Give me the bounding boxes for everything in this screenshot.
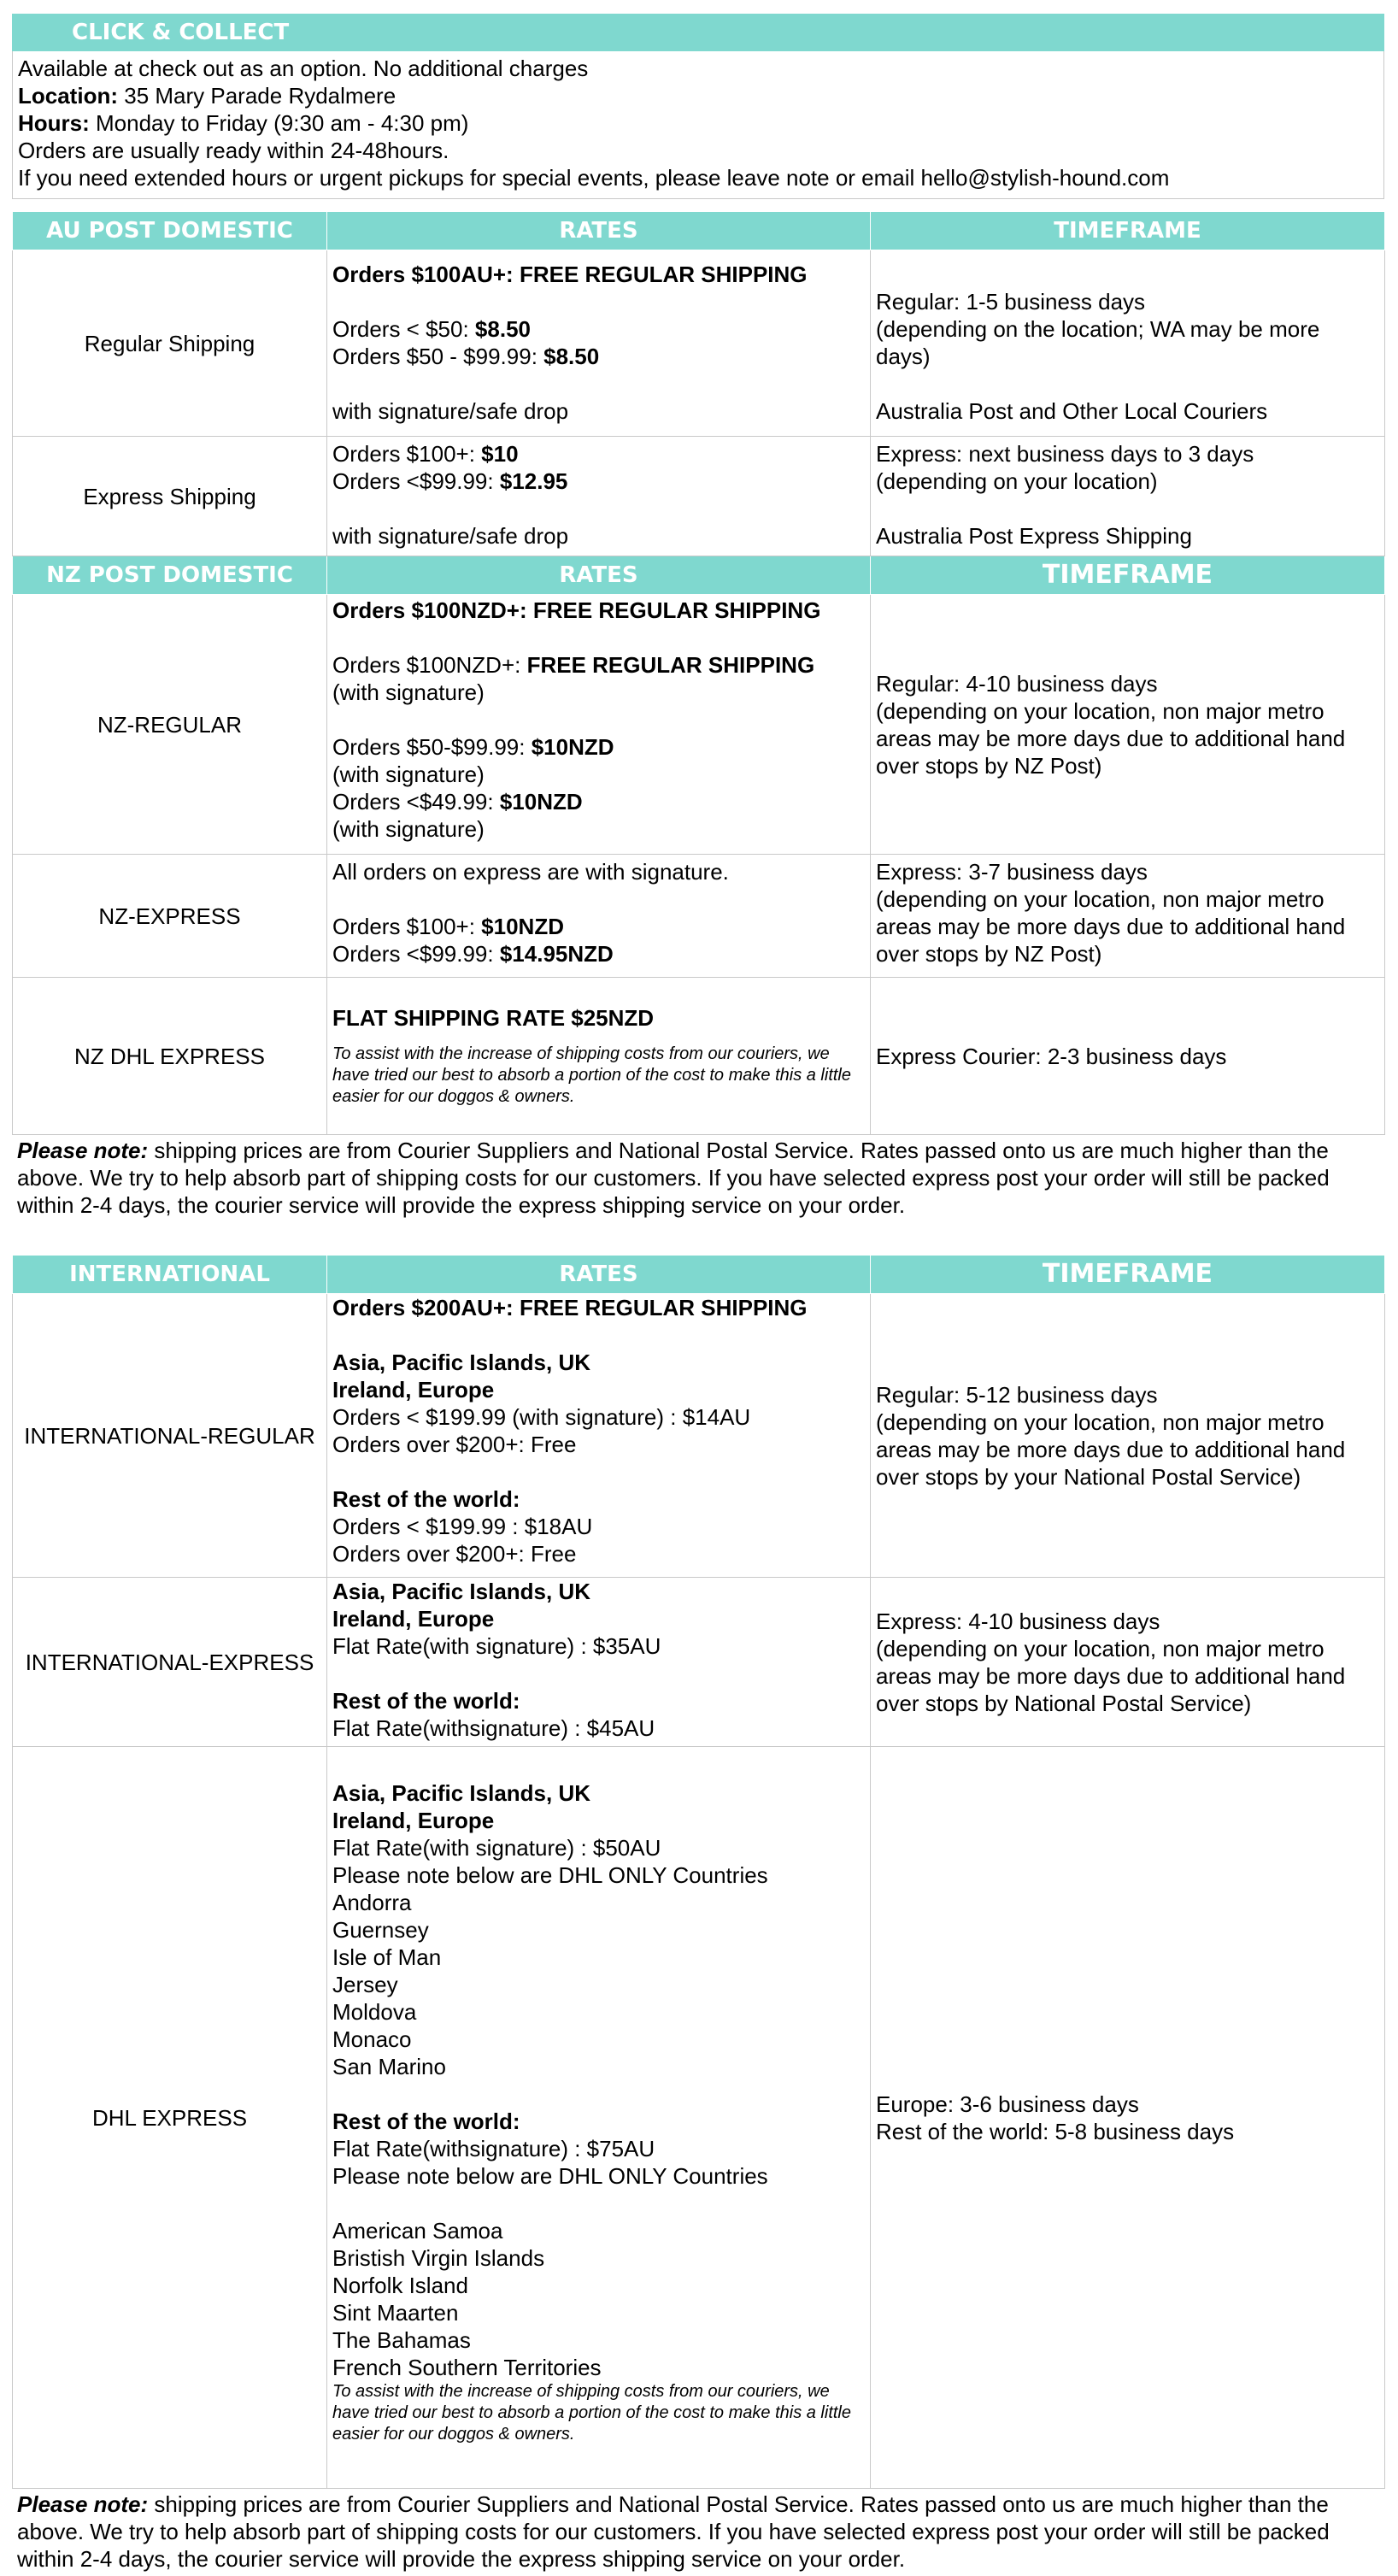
table-row bbox=[13, 855, 1385, 978]
cc-location: Location: 35 Mary Parade Rydalmere bbox=[18, 83, 396, 109]
cc-line: If you need extended hours or urgent pickups for special events, please leave note or email hello@stylish-hound.com bbox=[18, 165, 1170, 191]
cc-line: Orders are usually ready within 24-48hours. bbox=[18, 138, 449, 163]
dhl-country: Andorra bbox=[332, 1890, 412, 1915]
table-row bbox=[13, 250, 1385, 437]
row-timeframe: Express: 4-10 business days (depending on your location, non major metro areas may be more days due to additional hand over stops by National Postal Service) bbox=[871, 1578, 1385, 1747]
au-header-timeframe: TIMEFRAME bbox=[871, 212, 1385, 250]
dhl-country: Guernsey bbox=[332, 1917, 429, 1943]
table-row bbox=[13, 437, 1385, 556]
domestic-table bbox=[12, 211, 1385, 1135]
row-name: Regular Shipping bbox=[13, 250, 327, 437]
au-header-rates: RATES bbox=[327, 212, 871, 250]
row-timeframe: Express Courier: 2-3 business days bbox=[871, 978, 1385, 1135]
table-row bbox=[13, 1294, 1385, 1578]
row-name: NZ-REGULAR bbox=[13, 595, 327, 855]
row-timeframe: Express: 3-7 business days (depending on your location, non major metro areas may be more days due to additional hand over stops by NZ Post) bbox=[871, 855, 1385, 978]
au-header-row bbox=[13, 212, 1385, 250]
row-rates: Orders $200AU+: FREE REGULAR SHIPPING Asia, Pacific Islands, UK Ireland, Europe Orders < $199.99 (with signature) : $14AU Orders over $200+: Free Rest of the world: Orders < $199.99 : $18AU Orders over $200+: Free bbox=[327, 1294, 871, 1578]
row-rates: Asia, Pacific Islands, UK Ireland, Europe Flat Rate(with signature) : $50AU Please note below are DHL ONLY Countries Andorra Guernsey Isle of Man Jersey Moldova Monaco San Marino Rest of the world: Flat Rate(withsignature) : $75AU Please note below are DHL ONLY Countries American Samoa Bristish Virgin Islands Norfolk Island Sint Maarten The Bahamas French Southern Territories To assist with the increase of shipping costs from our couriers, we have tried our best to absorb a portion of the cost to make this a little easier for our doggos & owners. bbox=[327, 1747, 871, 2489]
row-rates: Orders $100NZD+: FREE REGULAR SHIPPING Orders $100NZD+: FREE REGULAR SHIPPING (with signature) Orders $50-$99.99: $10NZD (with signature) Orders <$49.99: $10NZD (with signature) bbox=[327, 595, 871, 855]
intl-header-name: INTERNATIONAL bbox=[13, 1256, 327, 1294]
row-name: INTERNATIONAL-REGULAR bbox=[13, 1294, 327, 1578]
shipping-note: Please note: shipping prices are from Courier Suppliers and National Postal Service. Rates passed onto us are much higher than the above. We try to help absorb part of shipping costs for our customers. If you have selected express post your order will still be packed within 2-4 days, the courier service will provide the express shipping service on your order. bbox=[17, 1138, 1330, 1218]
row-timeframe: Regular: 5-12 business days (depending on your location, non major metro areas may be more days due to additional hand over stops by your National Postal Service) bbox=[871, 1294, 1385, 1578]
nz-header-row bbox=[13, 556, 1385, 595]
dhl-country: The Bahamas bbox=[332, 2327, 471, 2353]
dhl-country: Jersey bbox=[332, 1972, 398, 1997]
row-timeframe: Express: next business days to 3 days (depending on your location) Australia Post Express Shipping bbox=[871, 437, 1385, 556]
table-row bbox=[13, 1747, 1385, 2489]
table-row bbox=[13, 978, 1385, 1135]
dhl-country: Sint Maarten bbox=[332, 2300, 459, 2326]
dhl-country: Bristish Virgin Islands bbox=[332, 2245, 545, 2271]
table-row bbox=[13, 595, 1385, 855]
nz-header-name: NZ POST DOMESTIC bbox=[13, 556, 327, 595]
dhl-country: French Southern Territories bbox=[332, 2355, 602, 2380]
row-name: NZ-EXPRESS bbox=[13, 855, 327, 978]
intl-header-rates: RATES bbox=[327, 1256, 871, 1294]
row-timeframe: Regular: 1-5 business days (depending on the location; WA may be more days) Australia Post and Other Local Couriers bbox=[871, 250, 1385, 437]
row-name: Express Shipping bbox=[13, 437, 327, 556]
click-collect-body bbox=[12, 51, 1384, 199]
row-rates: Asia, Pacific Islands, UK Ireland, Europe Flat Rate(with signature) : $35AU Rest of the world: Flat Rate(withsignature) : $45AU bbox=[327, 1578, 871, 1747]
dhl-country: San Marino bbox=[332, 2054, 446, 2079]
table-row bbox=[13, 1578, 1385, 1747]
row-rates: Orders $100+: $10 Orders <$99.99: $12.95 with signature/safe drop bbox=[327, 437, 871, 556]
intl-header-timeframe: TIMEFRAME bbox=[871, 1256, 1385, 1294]
nz-header-timeframe: TIMEFRAME bbox=[871, 556, 1385, 595]
international-table bbox=[12, 1255, 1385, 2489]
row-rates: FLAT SHIPPING RATE $25NZD To assist with the increase of shipping costs from our couriers, we have tried our best to absorb a portion of the cost to make this a little easier for our doggos & owners. bbox=[327, 978, 871, 1135]
dhl-country: Isle of Man bbox=[332, 1944, 442, 1970]
row-rates: Orders $100AU+: FREE REGULAR SHIPPING Orders < $50: $8.50 Orders $50 - $99.99: $8.50 with signature/safe drop bbox=[327, 250, 871, 437]
shipping-page bbox=[12, 14, 1384, 2573]
nz-header-rates: RATES bbox=[327, 556, 871, 595]
dhl-country: American Samoa bbox=[332, 2218, 503, 2244]
shipping-note: Please note: shipping prices are from Courier Suppliers and National Postal Service. Rates passed onto us are much higher than the above. We try to help absorb part of shipping costs for our customers. If you have selected express post your order will still be packed within 2-4 days, the courier service will provide the express shipping service on your order. bbox=[17, 2491, 1330, 2572]
row-name: INTERNATIONAL-EXPRESS bbox=[13, 1578, 327, 1747]
au-header-name: AU POST DOMESTIC bbox=[13, 212, 327, 250]
dhl-country: Monaco bbox=[332, 2026, 412, 2052]
row-timeframe: Regular: 4-10 business days (depending on your location, non major metro areas may be more days due to additional hand over stops by NZ Post) bbox=[871, 595, 1385, 855]
dhl-country: Norfolk Island bbox=[332, 2273, 468, 2298]
intl-header-row bbox=[13, 1256, 1385, 1294]
cc-hours: Hours: Monday to Friday (9:30 am - 4:30 pm) bbox=[18, 110, 469, 136]
click-collect-header: CLICK & COLLECT bbox=[12, 14, 1384, 51]
row-name: DHL EXPRESS bbox=[13, 1747, 327, 2489]
row-timeframe: Europe: 3-6 business days Rest of the world: 5-8 business days bbox=[871, 1747, 1385, 2489]
row-rates: All orders on express are with signature. Orders $100+: $10NZD Orders <$99.99: $14.95NZD bbox=[327, 855, 871, 978]
dhl-country: Moldova bbox=[332, 1999, 417, 2025]
cc-line: Available at check out as an option. No additional charges bbox=[18, 56, 589, 81]
row-name: NZ DHL EXPRESS bbox=[13, 978, 327, 1135]
